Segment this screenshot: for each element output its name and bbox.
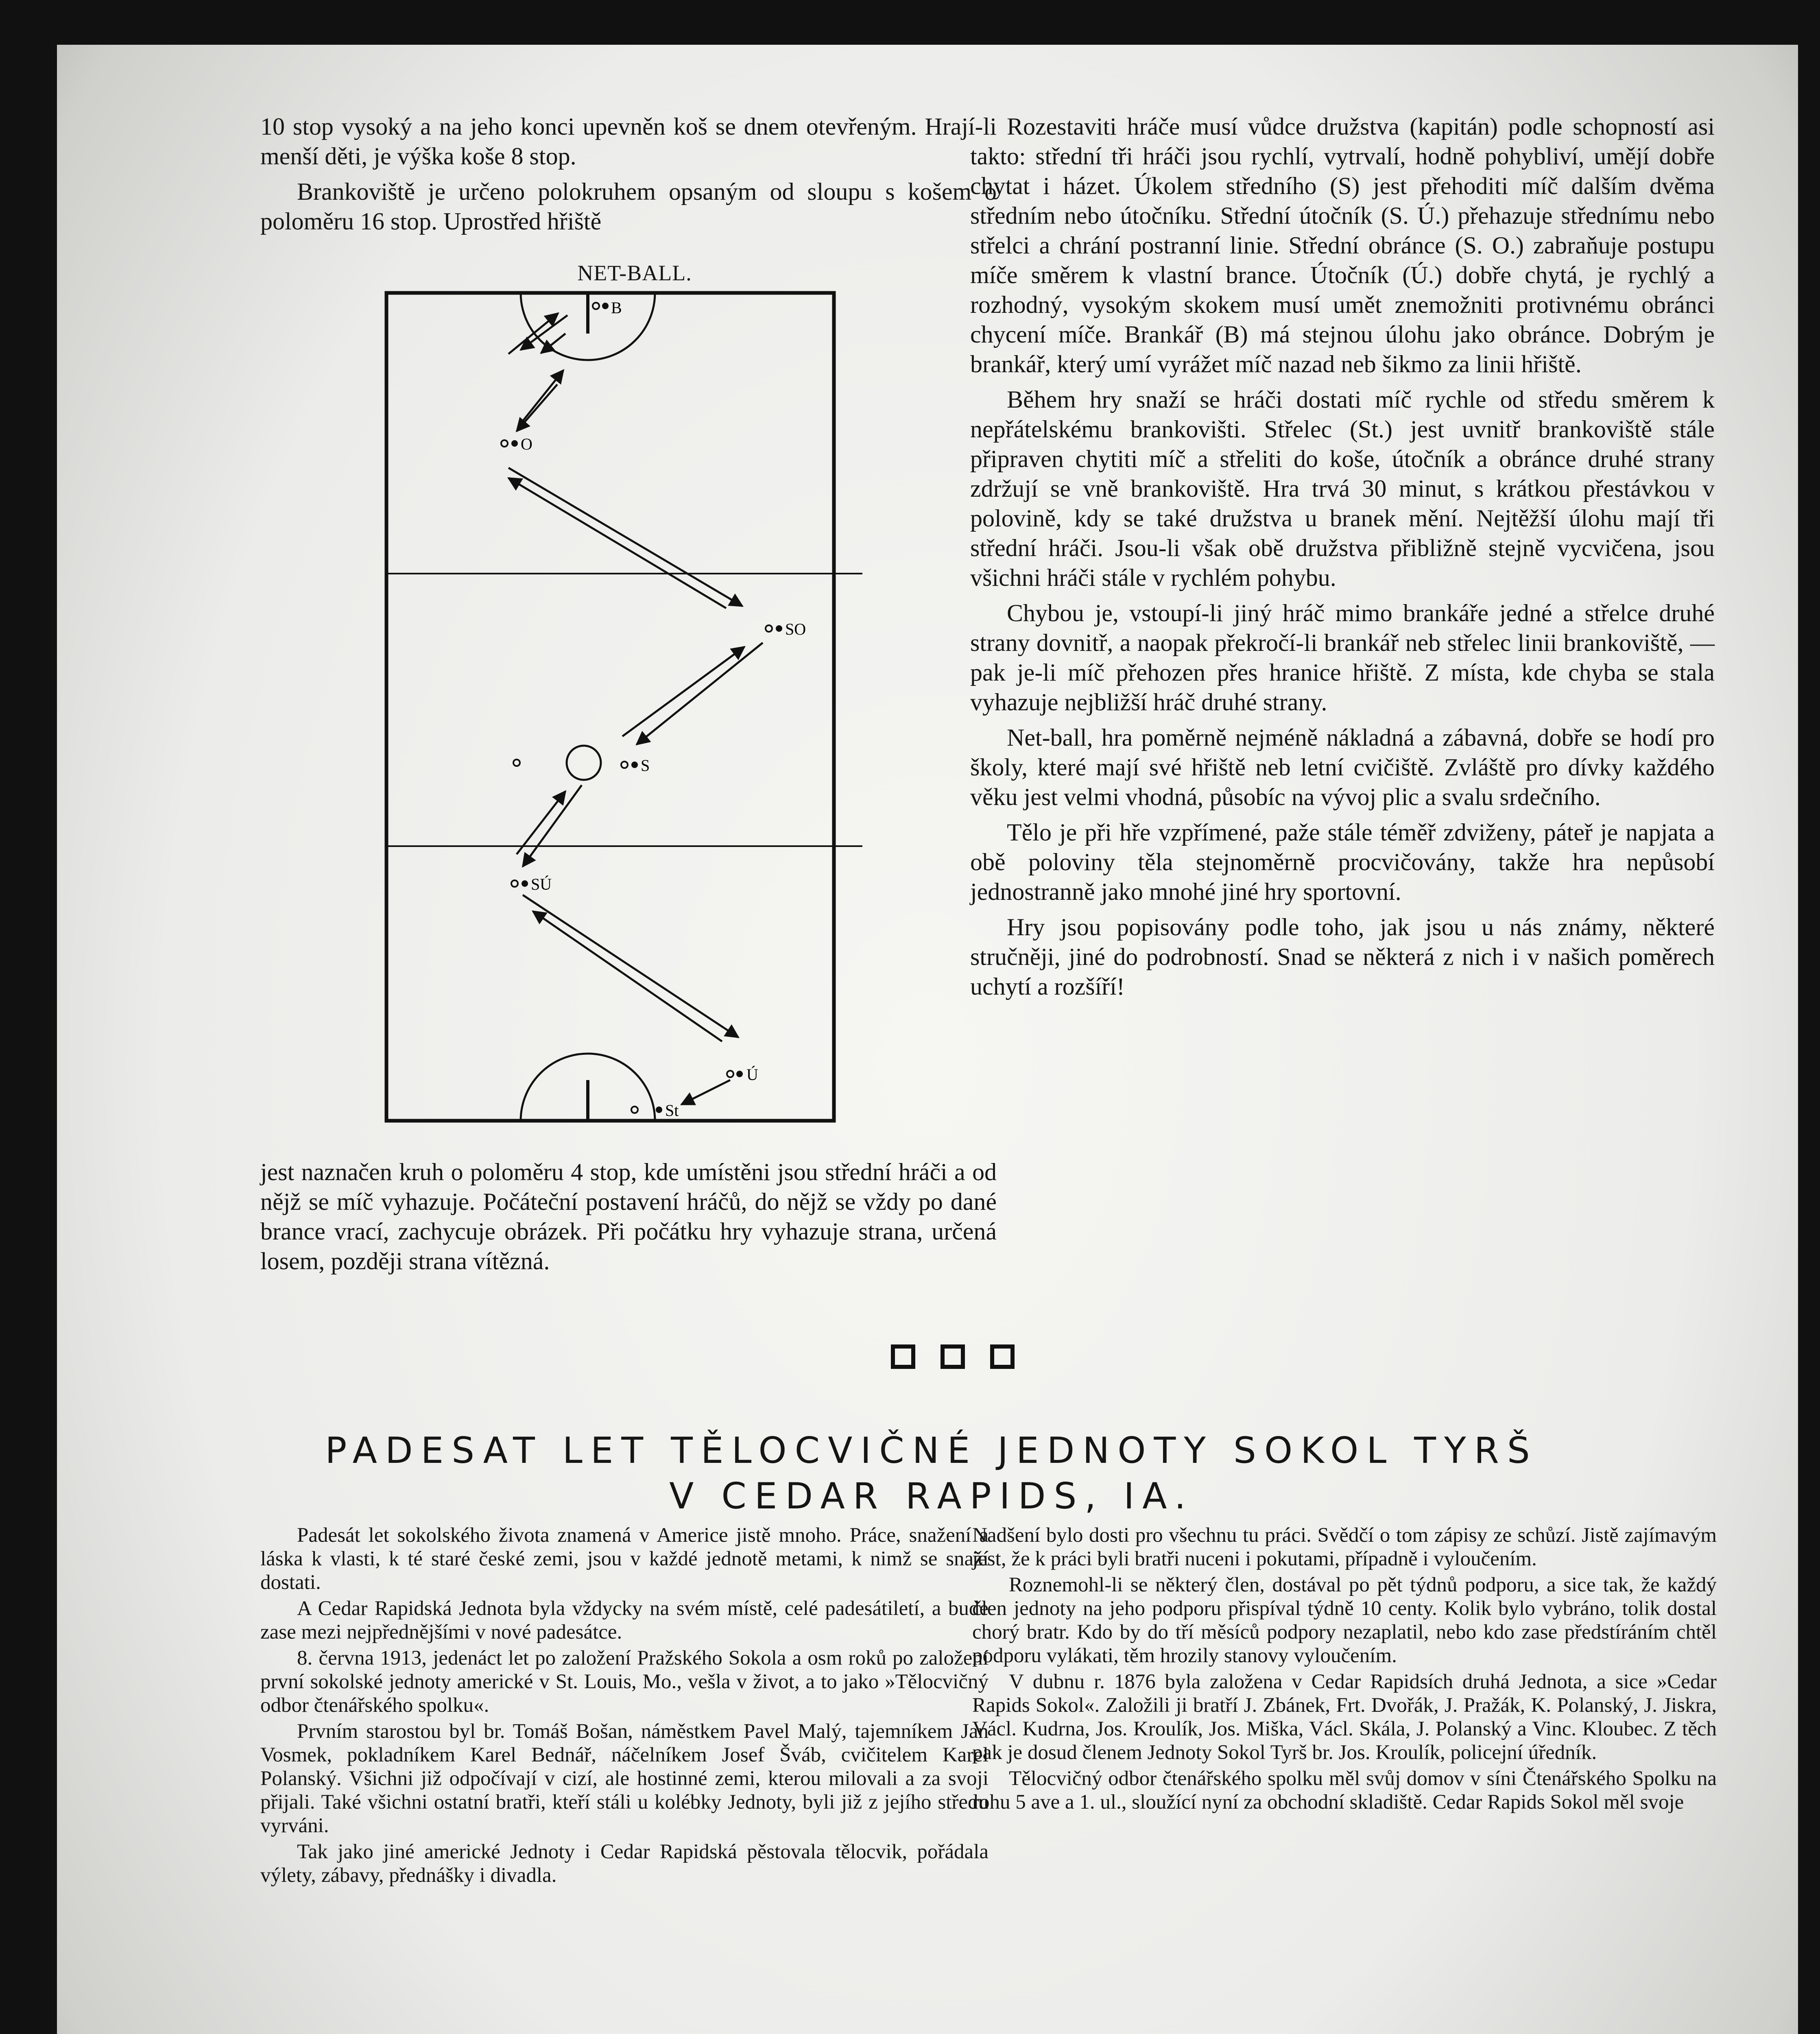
paragraph: Prvním starostou byl br. Tomáš Bošan, náměstkem Pavel Malý, tajemníkem Jan Vosmek, pokladníkem Karel Bednář, náčelníkem Josef Šváb, cvičitelem Karel Polanský. Všichni již odpočívají v cizí, ale hostinné zemi, kterou milovali a za svoji přijali. Také všichni ostatní bratři, kteří stáli u kolébky Jednoty, byli již z jejího středu vyrváni. [260,1720,989,1837]
paragraph: Tělo je při hře vzpřímené, paže stále téměř zdviženy, páteř je napjata a obě poloviny těla stejnoměrně procvičovány, takže hra nepůsobí jednostranně jako mnohé jiné hry sportovní. [970,819,1715,905]
label-stredni: S [641,756,650,775]
diagram-title: NET-BALL. [577,261,692,285]
book-page [57,45,1798,2034]
paragraph: Tak jako jiné americké Jednoty i Cedar Rapidská pěstovala tělocvik, pořádala výlety, zábavy, přednášky i divadla. [260,1840,989,1887]
paragraph: 10 stop vysoký a na jeho konci upevněn koš se dnem otevřeným. Hrají-li menší děti, je výška koše 8 stop. [260,113,997,170]
section-ornaments [891,1344,1015,1369]
label-obrance: O [521,435,532,453]
paragraph: jest naznačen kruh o poloměru 4 stop, kde umístěni jsou střední hráči a od nějž se míč vyhazuje. Počáteční postavení hráčů, do nějž se vždy po dané brance vrací, zachycuje obrázek. Při počátku hry vyhazuje strana, určená losem, později strana vítězná. [260,1159,997,1275]
label-stredni-obrance: SO [785,620,806,638]
ornament-square [891,1344,915,1369]
paragraph: Během hry snaží se hráči dostati míč rychle od středu směrem k nepřátelskému brankovišti. Střelec (St.) jest uvnitř brankoviště stále připraven chytiti míč a střeliti do koše, útočník a obránce druhé strany zdržují se vně brankoviště. Hra trvá 30 minut, s krátkou přestávkou v polovině, kdy se také družstva u branek mění. Nejtěžší úlohu mají tři střední hráči. Jsou-li však obě družstva přibližně stejně vycvičena, jsou všichni hráči stále v rychlém pohybu. [970,386,1715,591]
article-left-column [260,1523,989,1890]
top-left-column [260,112,997,242]
article-title [220,1428,1643,1519]
court-outline [386,293,834,1121]
paragraph: A Cedar Rapidská Jednota byla vždycky na svém místě, celé padesátiletí, a bude zase mezi nejpřednějšími v nové padesátce. [260,1597,989,1643]
label-utocnik: Ú [746,1065,758,1084]
paragraph: 8. června 1913, jedenáct let po založení Pražského Sokola a osm roků po založení první sokolské jednoty americké v St. Louis, Mo., vešla v život, a to jako »Tělocvičný odbor čtenářského spolku«. [260,1647,989,1717]
paragraph: Rozestaviti hráče musí vůdce družstva (kapitán) podle schopností asi takto: střední tři hráči jsou rychlí, vytrvalí, hodně pohybliví, umějí dobře chytat i házet. Úkolem středního (S) jest přehoditi míč dalším dvěma středním nebo útočníku. Střední útočník (S. Ú.) přehazuje střednímu nebo střelci a chrání postranní linie. Střední obránce (S. O.) zabraňuje postupu míče směrem k vlastní brance. Útočník (Ú.) dobře chytá, je rychlý a rozhodný, vysokým skokem musí umět znemožniti protivnému obránci chycení míče. Brankář (B) má stejnou úlohu jako obránce. Dobrým je brankář, který umí vyrážet míč nazad neb šikmo za linii hřiště. [970,113,1715,378]
label-strelec: St [665,1101,679,1120]
paragraph: V dubnu r. 1876 byla založena v Cedar Rapidsích druhá Jednota, a sice »Cedar Rapids Sokol«. Založili ji bratří J. Zbánek, Frt. Dvořák, J. Pražák, K. Polanský, J. Jiskra, Václ. Kudrna, Jos. Kroulík, Jos. Miška, Václ. Skála, J. Polanský a Vinc. Kloubec. Z těch pak je dosud členem Jednoty Sokol Tyrš br. Jos. Kroulík, policejní úředník. [972,1670,1717,1764]
ornament-square [941,1344,965,1369]
label-stredni-utocnik: SÚ [531,875,552,893]
paragraph: Chybou je, vstoupí-li jiný hráč mimo brankáře jedné a střelce druhé strany dovnitř, a naopak překročí-li brankář neb střelec linii brankoviště, — pak je-li míč přehozen přes hranice hřiště. Z místa, kde chyba se stala vyhazuje nejbližší hráč druhé strany. [970,600,1715,716]
top-left-column-continued [260,1157,997,1282]
center-circle [567,746,601,780]
paragraph: Tělocvičný odbor čtenářského spolku měl svůj domov v síni Čtenářského Spolku na rohu 5 ave a 1. ul., sloužící nyní za obchodní skladiště. Cedar Rapids Sokol měl svoje [972,1767,1717,1814]
label-brankar: B [611,299,622,317]
top-right-column [970,112,1715,1007]
netball-diagram [382,289,887,1176]
paragraph: Net-ball, hra poměrně nejméně nákladná a zábavná, dobře se hodí pro školy, které mají své hřiště neb letní cvičiště. Zvláště pro dívky každého věku jest velmi vhodná, působíc na vývoj plic a svalu srdečního. [970,724,1715,810]
paragraph: Nadšení bylo dosti pro všechnu tu práci. Svědčí o tom zápisy ze schůzí. Jistě zajímavým jest, že k práci byli bratři nuceni i pokutami, případně i vyloučením. [972,1524,1717,1570]
player-markers [501,303,782,1113]
article-right-column [972,1523,1717,1816]
article-title-line: V CEDAR RAPIDS, IA. [669,1475,1194,1517]
paragraph: Roznemohl-li se některý člen, dostával po pět týdnů podporu, a sice tak, že každý člen jednoty na jeho podporu přispíval týdně 10 centy. Kolik bylo vybráno, tolik dostal chorý bratr. Kdo by do tří měsíců podpory nezaplatil, nebo kdo zase předstíráním chtěl podporu vylákati, těm hrozily stanovy vyloučením. [972,1574,1717,1667]
pass-arrows [508,313,763,1104]
paragraph: Brankoviště je určeno polokruhem opsaným od sloupu s košem o poloměru 16 stop. Uprostřed hřiště [260,178,997,235]
ornament-square [990,1344,1015,1369]
article-title-line: PADESAT LET TĚLOCVIČNÉ JEDNOTY SOKOL TYRŠ [325,1429,1538,1471]
paragraph: Padesát let sokolského života znamená v Americe jistě mnoho. Práce, snažení a láska k vlasti, k té staré české zemi, jsou v každé jednotě metami, k nimž se snaží dostati. [260,1524,989,1594]
paragraph: Hry jsou popisovány podle toho, jak jsou u nás známy, některé stručněji, jiné do podrobností. Snad se některá z nich i v našich poměrech uchytí a rozšíří! [970,914,1715,1000]
